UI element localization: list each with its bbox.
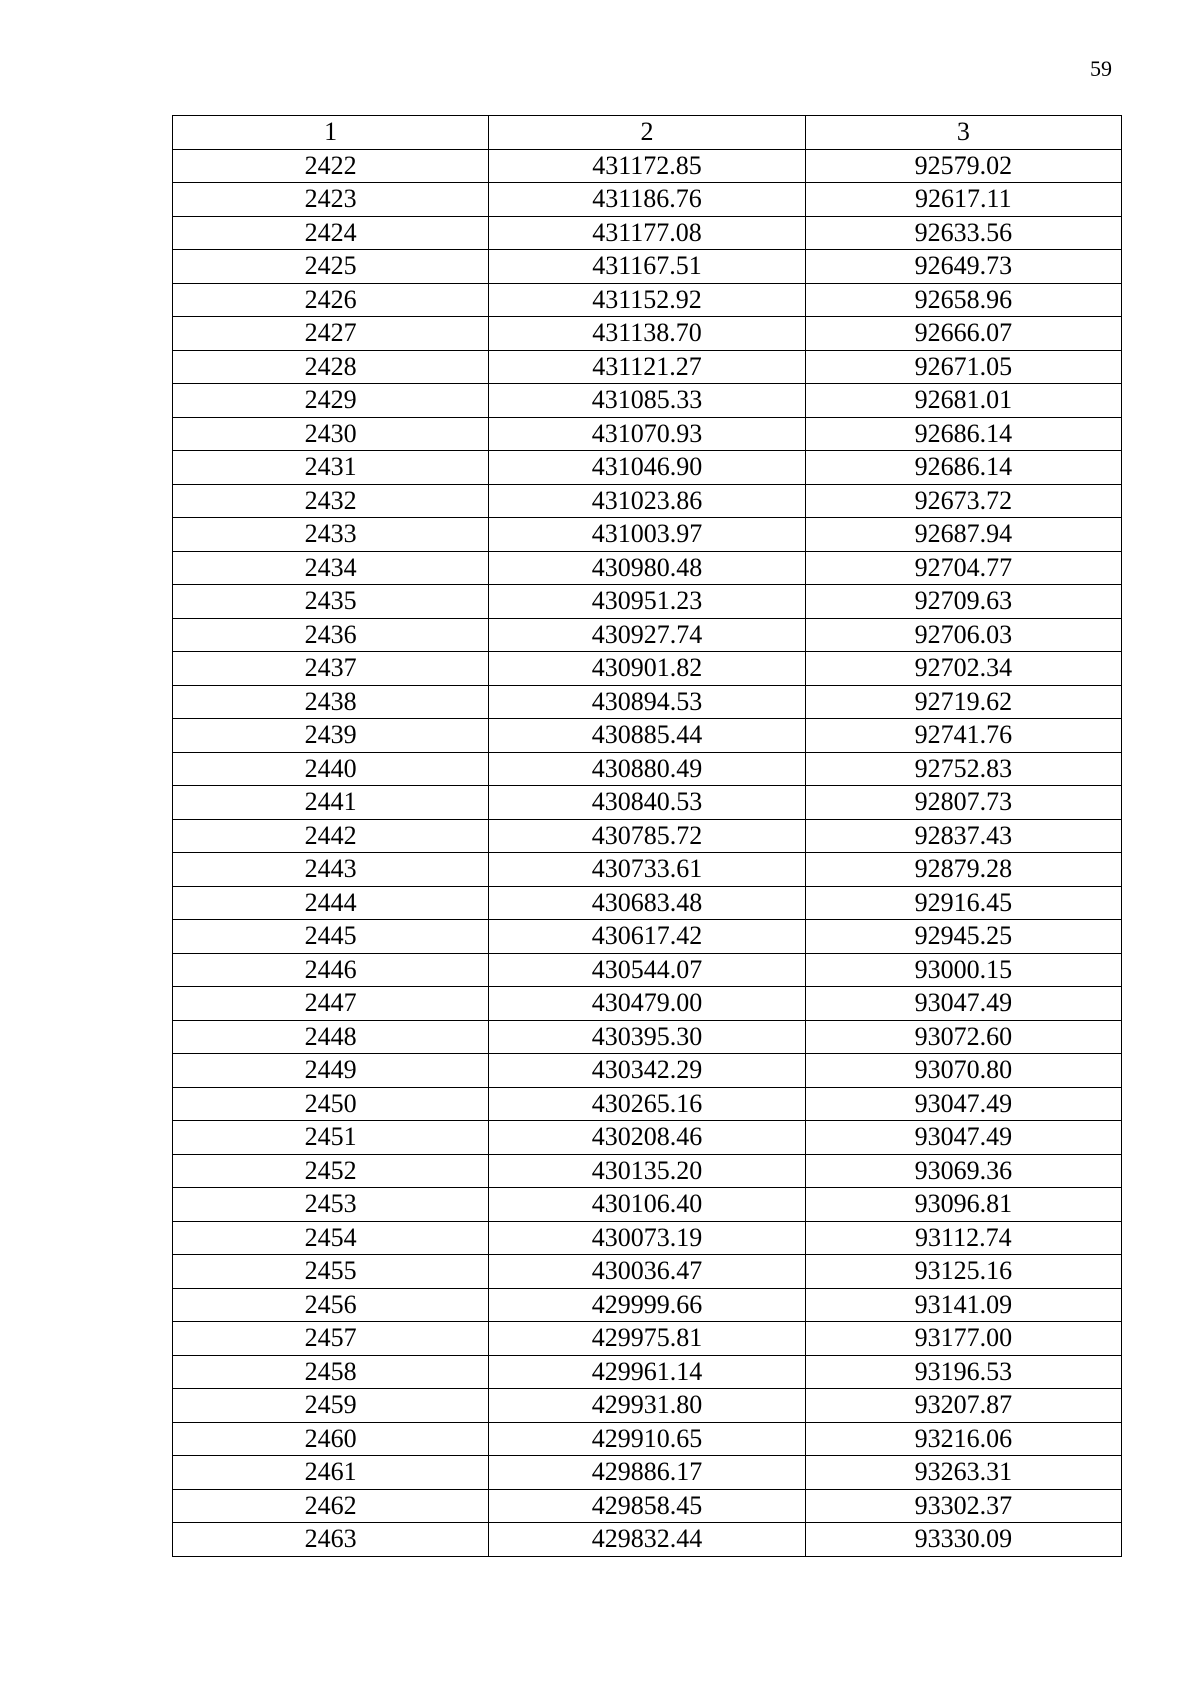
point-number-cell: 2438 [173,685,489,719]
point-number-cell: 2437 [173,652,489,686]
x-coordinate-cell: 430617.42 [489,920,805,954]
y-coordinate-cell: 93263.31 [805,1456,1121,1490]
y-coordinate-cell: 93141.09 [805,1288,1121,1322]
x-coordinate-cell: 429832.44 [489,1523,805,1557]
table-row [173,1221,1122,1255]
table-row [173,953,1122,987]
x-coordinate-cell: 431138.70 [489,317,805,351]
x-coordinate-cell: 429975.81 [489,1322,805,1356]
point-number-cell: 2425 [173,250,489,284]
x-coordinate-cell: 429961.14 [489,1355,805,1389]
y-coordinate-cell: 93047.49 [805,1121,1121,1155]
point-number-cell: 2446 [173,953,489,987]
table-row [173,183,1122,217]
y-coordinate-cell: 92704.77 [805,551,1121,585]
y-coordinate-cell: 93302.37 [805,1489,1121,1523]
y-coordinate-cell: 93125.16 [805,1255,1121,1289]
x-coordinate-cell: 431085.33 [489,384,805,418]
y-coordinate-cell: 92709.63 [805,585,1121,619]
y-coordinate-cell: 92686.14 [805,451,1121,485]
x-coordinate-cell: 430479.00 [489,987,805,1021]
y-coordinate-cell: 92879.28 [805,853,1121,887]
point-number-cell: 2430 [173,417,489,451]
y-coordinate-cell: 93112.74 [805,1221,1121,1255]
table-row [173,149,1122,183]
column-header-2: 2 [489,116,805,150]
x-coordinate-cell: 430342.29 [489,1054,805,1088]
y-coordinate-cell: 92706.03 [805,618,1121,652]
y-coordinate-cell: 92837.43 [805,819,1121,853]
table-row [173,317,1122,351]
y-coordinate-cell: 92673.72 [805,484,1121,518]
y-coordinate-cell: 92671.05 [805,350,1121,384]
table-row [173,886,1122,920]
y-coordinate-cell: 93096.81 [805,1188,1121,1222]
x-coordinate-cell: 431023.86 [489,484,805,518]
y-coordinate-cell: 93047.49 [805,987,1121,1021]
y-coordinate-cell: 93069.36 [805,1154,1121,1188]
table-body [173,149,1122,1556]
x-coordinate-cell: 431177.08 [489,216,805,250]
x-coordinate-cell: 430544.07 [489,953,805,987]
table-row [173,652,1122,686]
point-number-cell: 2423 [173,183,489,217]
x-coordinate-cell: 430885.44 [489,719,805,753]
y-coordinate-cell: 92633.56 [805,216,1121,250]
point-number-cell: 2445 [173,920,489,954]
x-coordinate-cell: 430265.16 [489,1087,805,1121]
page-number: 59 [1090,56,1112,81]
table-row [173,350,1122,384]
x-coordinate-cell: 430901.82 [489,652,805,686]
y-coordinate-cell: 92649.73 [805,250,1121,284]
header-row [173,116,1122,150]
y-coordinate-cell: 93207.87 [805,1389,1121,1423]
x-coordinate-cell: 430208.46 [489,1121,805,1155]
point-number-cell: 2452 [173,1154,489,1188]
point-number-cell: 2439 [173,719,489,753]
x-coordinate-cell: 431070.93 [489,417,805,451]
x-coordinate-cell: 431121.27 [489,350,805,384]
table-row [173,685,1122,719]
y-coordinate-cell: 92579.02 [805,149,1121,183]
table-row [173,618,1122,652]
x-coordinate-cell: 430980.48 [489,551,805,585]
point-number-cell: 2440 [173,752,489,786]
y-coordinate-cell: 93216.06 [805,1422,1121,1456]
point-number-cell: 2461 [173,1456,489,1490]
y-coordinate-cell: 93070.80 [805,1054,1121,1088]
table-row [173,585,1122,619]
x-coordinate-cell: 430951.23 [489,585,805,619]
y-coordinate-cell: 92617.11 [805,183,1121,217]
x-coordinate-cell: 429999.66 [489,1288,805,1322]
y-coordinate-cell: 93072.60 [805,1020,1121,1054]
x-coordinate-cell: 431152.92 [489,283,805,317]
y-coordinate-cell: 92702.34 [805,652,1121,686]
x-coordinate-cell: 429858.45 [489,1489,805,1523]
point-number-cell: 2450 [173,1087,489,1121]
point-number-cell: 2429 [173,384,489,418]
point-number-cell: 2443 [173,853,489,887]
table-row [173,1355,1122,1389]
point-number-cell: 2451 [173,1121,489,1155]
point-number-cell: 2460 [173,1422,489,1456]
point-number-cell: 2424 [173,216,489,250]
x-coordinate-cell: 430840.53 [489,786,805,820]
x-coordinate-cell: 430395.30 [489,1020,805,1054]
point-number-cell: 2458 [173,1355,489,1389]
table-row [173,819,1122,853]
point-number-cell: 2457 [173,1322,489,1356]
x-coordinate-cell: 431172.85 [489,149,805,183]
table-row [173,1087,1122,1121]
y-coordinate-cell: 92686.14 [805,417,1121,451]
point-number-cell: 2444 [173,886,489,920]
point-number-cell: 2422 [173,149,489,183]
table-row [173,1255,1122,1289]
point-number-cell: 2428 [173,350,489,384]
table-row [173,1523,1122,1557]
table-row [173,1422,1122,1456]
point-number-cell: 2433 [173,518,489,552]
y-coordinate-cell: 92719.62 [805,685,1121,719]
x-coordinate-cell: 430106.40 [489,1188,805,1222]
table-row [173,752,1122,786]
table-header [173,116,1122,150]
x-coordinate-cell: 429910.65 [489,1422,805,1456]
point-number-cell: 2441 [173,786,489,820]
table-row [173,853,1122,887]
table-row [173,216,1122,250]
point-number-cell: 2462 [173,1489,489,1523]
y-coordinate-cell: 92945.25 [805,920,1121,954]
table-row [173,1054,1122,1088]
y-coordinate-cell: 93330.09 [805,1523,1121,1557]
x-coordinate-cell: 430894.53 [489,685,805,719]
coordinates-table [172,115,1122,1557]
x-coordinate-cell: 431186.76 [489,183,805,217]
x-coordinate-cell: 430135.20 [489,1154,805,1188]
y-coordinate-cell: 92681.01 [805,384,1121,418]
x-coordinate-cell: 430073.19 [489,1221,805,1255]
table-row [173,987,1122,1021]
y-coordinate-cell: 92916.45 [805,886,1121,920]
column-header-1: 1 [173,116,489,150]
table-row [173,1322,1122,1356]
point-number-cell: 2455 [173,1255,489,1289]
point-number-cell: 2463 [173,1523,489,1557]
x-coordinate-cell: 430785.72 [489,819,805,853]
y-coordinate-cell: 92807.73 [805,786,1121,820]
y-coordinate-cell: 92741.76 [805,719,1121,753]
table-row [173,719,1122,753]
point-number-cell: 2453 [173,1188,489,1222]
y-coordinate-cell: 92752.83 [805,752,1121,786]
point-number-cell: 2427 [173,317,489,351]
point-number-cell: 2435 [173,585,489,619]
x-coordinate-cell: 431003.97 [489,518,805,552]
x-coordinate-cell: 430927.74 [489,618,805,652]
x-coordinate-cell: 430733.61 [489,853,805,887]
x-coordinate-cell: 430036.47 [489,1255,805,1289]
table-row [173,1188,1122,1222]
point-number-cell: 2432 [173,484,489,518]
column-header-3: 3 [805,116,1121,150]
table-row [173,1154,1122,1188]
table-row [173,1288,1122,1322]
y-coordinate-cell: 93047.49 [805,1087,1121,1121]
table-row [173,484,1122,518]
x-coordinate-cell: 429886.17 [489,1456,805,1490]
point-number-cell: 2434 [173,551,489,585]
x-coordinate-cell: 429931.80 [489,1389,805,1423]
table-row [173,1489,1122,1523]
y-coordinate-cell: 92666.07 [805,317,1121,351]
x-coordinate-cell: 431167.51 [489,250,805,284]
table-row [173,417,1122,451]
x-coordinate-cell: 431046.90 [489,451,805,485]
y-coordinate-cell: 92687.94 [805,518,1121,552]
table-row [173,384,1122,418]
y-coordinate-cell: 92658.96 [805,283,1121,317]
point-number-cell: 2448 [173,1020,489,1054]
table-row [173,1456,1122,1490]
y-coordinate-cell: 93000.15 [805,953,1121,987]
table-row [173,451,1122,485]
table-row [173,786,1122,820]
table-row [173,551,1122,585]
point-number-cell: 2436 [173,618,489,652]
y-coordinate-cell: 93177.00 [805,1322,1121,1356]
table-row [173,518,1122,552]
x-coordinate-cell: 430880.49 [489,752,805,786]
point-number-cell: 2426 [173,283,489,317]
y-coordinate-cell: 93196.53 [805,1355,1121,1389]
point-number-cell: 2449 [173,1054,489,1088]
point-number-cell: 2454 [173,1221,489,1255]
x-coordinate-cell: 430683.48 [489,886,805,920]
table-row [173,1389,1122,1423]
table-row [173,1121,1122,1155]
point-number-cell: 2459 [173,1389,489,1423]
table-row [173,250,1122,284]
table-row [173,1020,1122,1054]
point-number-cell: 2456 [173,1288,489,1322]
point-number-cell: 2431 [173,451,489,485]
point-number-cell: 2447 [173,987,489,1021]
table-row [173,283,1122,317]
point-number-cell: 2442 [173,819,489,853]
table-row [173,920,1122,954]
